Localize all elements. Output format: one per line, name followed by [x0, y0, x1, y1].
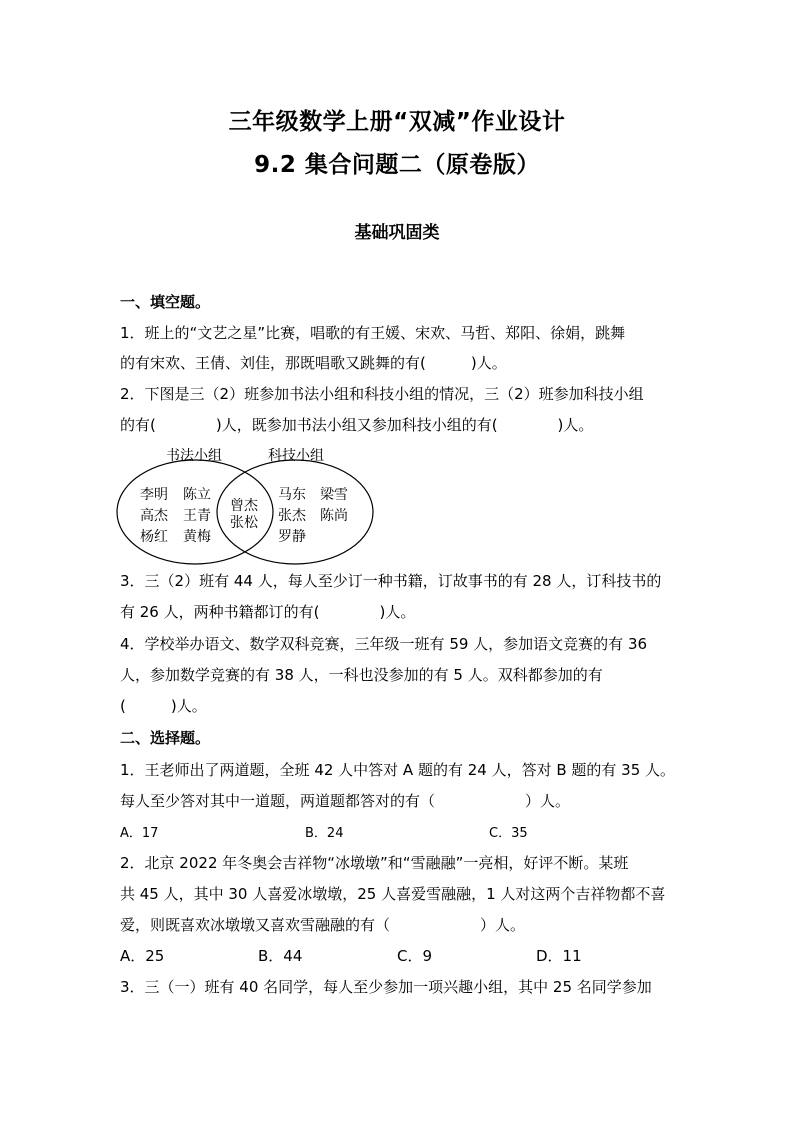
question-line: 1．王老师出了两道题，全班 42 人中答对 A 题的有 24 人，答对 B 题的有 35 人。	[120, 761, 676, 779]
question-line: 每人至少答对其中一道题，两道题都答对的有（ ）人。	[120, 792, 571, 810]
question-line: 爱，则既喜欢冰墩墩又喜欢雪融融的有（ ）人。	[120, 916, 526, 934]
question-line: 2．北京 2022 年冬奥会吉祥物“冰墩墩”和“雪融融”一亮相，好评不断。某班	[120, 854, 629, 872]
question-line: ( )人。	[120, 697, 207, 715]
question-line: 1．班上的“文艺之星”比赛，唱歌的有王媛、宋欢、马哲、郑阳、徐娟，跳舞	[120, 324, 626, 342]
option-a: A．25	[120, 947, 165, 965]
document-title-line2: 9.2 集合问题二（原卷版）	[254, 152, 540, 178]
venn-name: 高杰	[140, 508, 168, 524]
venn-right-label: 科技小组	[268, 448, 324, 464]
question-line: 4．学校举办语文、数学双科竞赛，三年级一班有 59 人，参加语文竞赛的有 36	[120, 635, 648, 653]
category-subtitle: 基础巩固类	[354, 223, 440, 243]
question-line: 人，参加数学竞赛的有 38 人，一科也没参加的有 5 人。双科都参加的有	[120, 666, 603, 684]
venn-name: 黄梅	[183, 529, 211, 545]
question-line: 3．三（一）班有 40 名同学，每人至少参加一项兴趣小组，其中 25 名同学参加	[120, 978, 652, 996]
question-line: 有 26 人，两种书籍都订的有( )人。	[120, 603, 416, 621]
venn-name: 张松	[230, 515, 258, 531]
option-d: D．11	[536, 947, 582, 965]
venn-name: 罗静	[278, 529, 306, 545]
venn-name: 杨红	[140, 529, 168, 545]
option-c: C．35	[489, 826, 528, 841]
venn-left-label: 书法小组	[166, 448, 222, 464]
section-heading-fill-blank: 一、填空题。	[120, 293, 211, 311]
question-line: 3．三（2）班有 44 人，每人至少订一种书籍，订故事书的有 28 人，订科技书的	[120, 572, 662, 590]
question-line: 的有宋欢、王倩、刘佳，那既唱歌又跳舞的有( )人。	[120, 354, 507, 372]
section-heading-choice: 二、选择题。	[120, 729, 211, 747]
option-b: B．44	[258, 947, 303, 965]
venn-name: 李明	[140, 487, 168, 503]
venn-name: 张杰	[278, 508, 306, 524]
option-a: A．17	[120, 826, 159, 841]
option-c: C．9	[397, 947, 433, 965]
venn-name: 曾杰	[230, 498, 258, 514]
venn-name: 梁雪	[320, 487, 348, 503]
option-b: B．24	[305, 826, 344, 841]
question-line: 2．下图是三（2）班参加书法小组和科技小组的情况，三（2）班参加科技小组	[120, 385, 644, 403]
question-line: 共 45 人，其中 30 人喜爱冰墩墩，25 人喜爱雪融融，1 人对这两个吉祥物都不喜	[120, 885, 666, 903]
venn-diagram	[115, 442, 380, 572]
venn-name: 陈尚	[320, 508, 348, 524]
venn-name: 陈立	[183, 487, 211, 503]
document-title: 三年级数学上册“双减”作业设计	[228, 109, 566, 135]
venn-name: 王青	[183, 508, 211, 524]
question-line: 的有( )人，既参加书法小组又参加科技小组的有( )人。	[120, 416, 594, 434]
venn-name: 马东	[278, 487, 306, 503]
